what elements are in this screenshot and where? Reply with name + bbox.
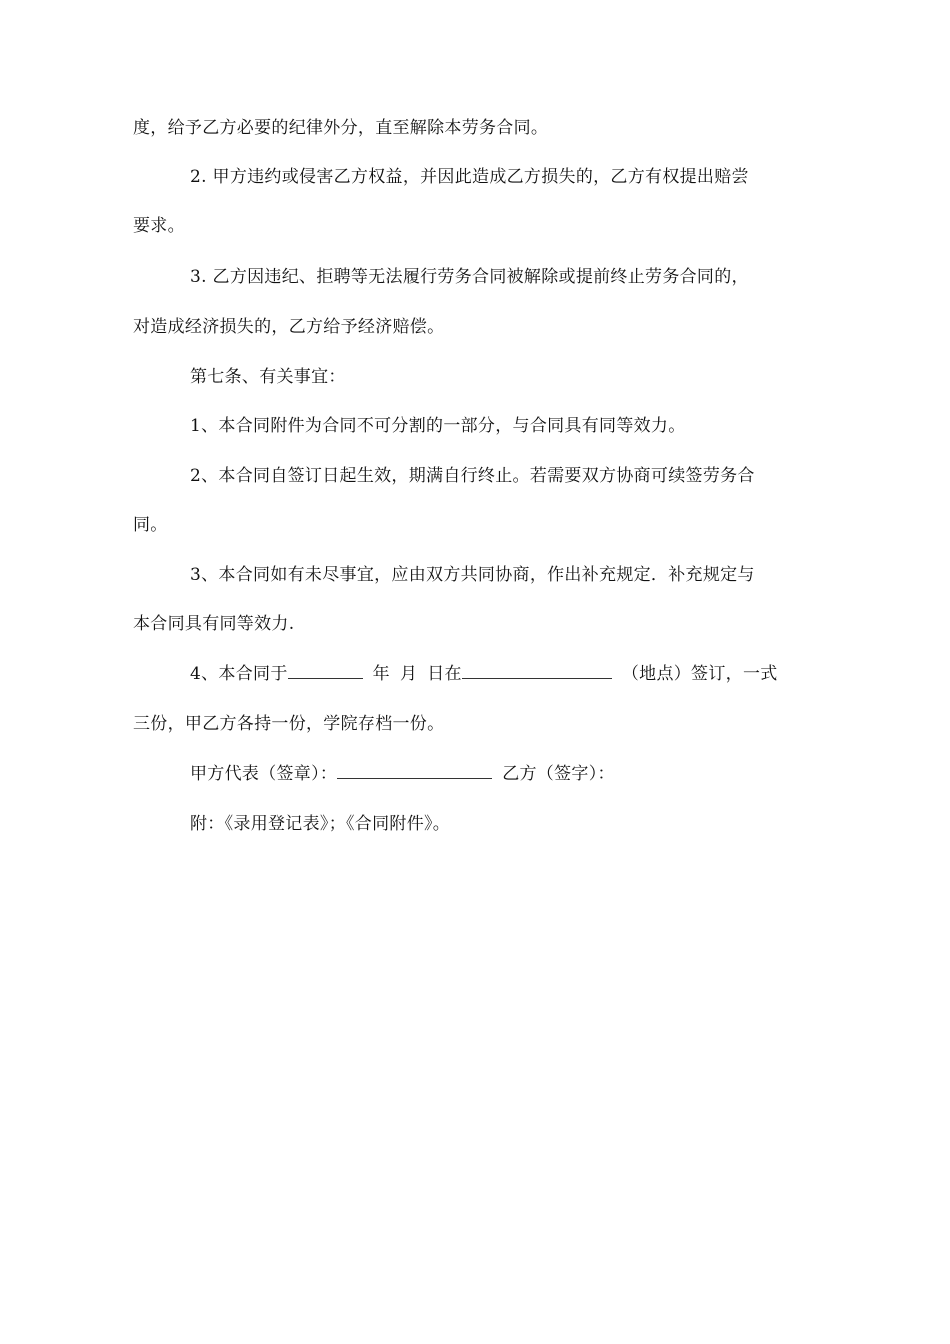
day-label: 日在 bbox=[427, 664, 462, 684]
signature-line bbox=[190, 762, 615, 786]
party-a-label: 甲方代表（签章）： bbox=[190, 764, 338, 784]
paragraph-line: 本合同具有同等效力. bbox=[133, 614, 295, 634]
paragraph-line: 要求。 bbox=[133, 216, 185, 236]
clause-6-2: 2. 甲方违约或侵害乙方权益，并因此造成乙方损失的，乙方有权提出赔尝 bbox=[190, 167, 749, 187]
paragraph-line: 度，给予乙方必要的纪律外分，直至解除本劳务合同。 bbox=[133, 118, 549, 138]
clause-7-4 bbox=[190, 662, 778, 686]
place-blank bbox=[462, 662, 612, 679]
clause-6-3: 3. 乙方因违纪、拒聘等无法履行劳务合同被解除或提前终止劳务合同的， bbox=[190, 267, 749, 287]
paragraph-line: 三份，甲乙方各持一份，学院存档一份。 bbox=[133, 714, 445, 734]
attachment-line: 附：《录用登记表》；《合同附件》。 bbox=[190, 814, 451, 834]
year-label: 年 bbox=[372, 664, 390, 684]
paragraph-line: 同。 bbox=[133, 515, 168, 535]
signing-suffix: （地点）签订，一式 bbox=[621, 664, 778, 684]
clause-7-1: 1、本合同附件为合同不可分割的一部分，与合同具有同等效力。 bbox=[190, 416, 686, 436]
month-label: 月 bbox=[399, 664, 418, 684]
party-b-label: 乙方（签字）： bbox=[502, 764, 615, 784]
paragraph-line: 对造成经济损失的，乙方给予经济赔偿。 bbox=[133, 317, 445, 337]
article-7-heading: 第七条、有关事宜： bbox=[190, 367, 346, 387]
clause-7-2: 2、本合同自签订日起生效，期满自行终止。若需要双方协商可续签劳务合 bbox=[190, 466, 755, 486]
clause-7-3: 3、本合同如有未尽事宜，应由双方共同协商，作出补充规定．补充规定与 bbox=[190, 565, 755, 585]
party-a-signature-blank bbox=[337, 762, 492, 779]
date-blank bbox=[288, 662, 363, 679]
signing-prefix: 4、本合同于 bbox=[190, 664, 288, 684]
